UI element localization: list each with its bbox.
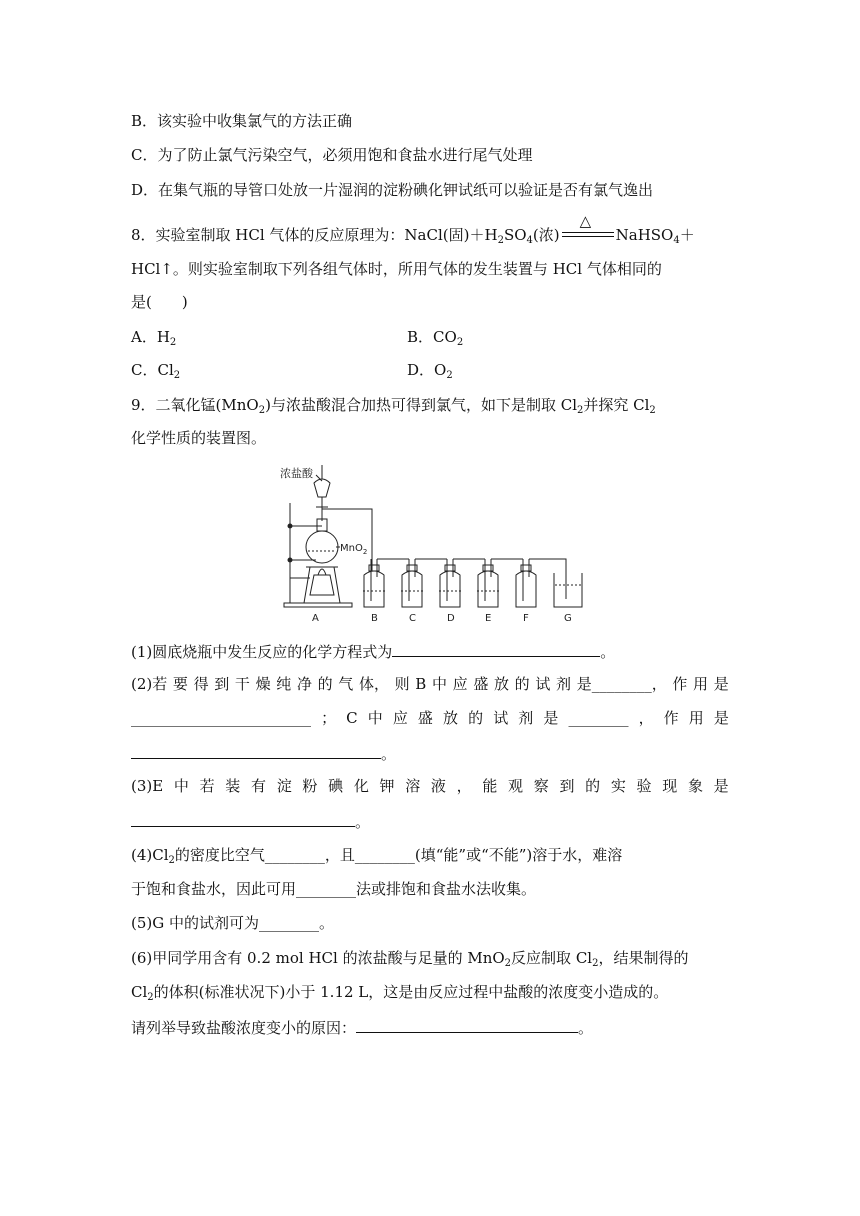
word: 钾 [379, 777, 395, 795]
word: C [346, 709, 358, 727]
q9-part6-line3: 请列举导致盐酸浓度变小的原因： 。 [131, 1016, 593, 1038]
reaction-heat-condition [560, 212, 616, 245]
word: 是 [713, 675, 729, 693]
word: 得 [193, 675, 209, 693]
q9-part5: (5)G 中的试剂可为________。 [131, 914, 334, 932]
word: 观 [508, 777, 524, 795]
bottle-label: C [409, 613, 416, 623]
q8-stem-line1: 8．实验室制取 HCl 气体的反应原理为：NaCl(固)$+H_2SO_4$(浓) △ NaHSO$_4$＋ [131, 212, 695, 246]
word: 溶 [405, 777, 421, 795]
word: 的 [585, 777, 601, 795]
q9-stem-line1: 9．二氧化锰(MnO$_2$)与浓盐酸混合加热可得到氯气，如下是制取 $Cl_2$并探究 $Cl_2$ [131, 396, 656, 416]
word: 液 [430, 777, 446, 795]
q8-options-row2 [131, 360, 453, 381]
separatory-funnel [314, 479, 330, 497]
answer-blank-2c[interactable] [131, 742, 381, 759]
q9-part4-line1: $(4)Cl_2$的密度比空气________，且________(填“能”或“不能”)溶于水，难溶 [131, 846, 623, 866]
word: 装 [225, 777, 241, 795]
round-bottom-flask [306, 531, 338, 563]
bottle-label: B [371, 613, 378, 623]
q7-option-c: C．为了防止氯气污染空气，必须用饱和食盐水进行尾气处理 [131, 146, 533, 164]
word: 用 [693, 675, 709, 693]
word: 用 [688, 709, 704, 727]
word: 作 [672, 675, 688, 693]
q9-part2-line1 [131, 674, 729, 694]
q9-stem-line2: 化学性质的装置图。 [131, 429, 267, 447]
gas-bottle [516, 571, 536, 607]
q9-part4-line2: 于饱和食盐水，因此可用________法或排饱和食盐水法收集。 [131, 880, 537, 898]
q8-option-a: A．$H_2$ [131, 328, 177, 348]
word: 作 [663, 709, 679, 727]
q9-part2-line2 [131, 708, 729, 728]
answer-blank-3[interactable] [131, 810, 355, 827]
q8-option-c: C．$Cl_2$ [131, 361, 181, 381]
word: 碘 [328, 777, 344, 795]
label-mno2: MnO$_2$ [340, 543, 368, 556]
word: 是 [713, 777, 729, 795]
q9-part3-line1 [131, 776, 729, 796]
word: 体， [358, 675, 389, 693]
word: 的 [468, 709, 484, 727]
word: 盛 [417, 709, 433, 727]
word: 放 [443, 709, 459, 727]
q9-part6-line2: $Cl_2$的体积(标准状况下)小于 1.12 L，这是由反应过程中盐酸的浓度变小造成的。 [131, 983, 669, 1003]
q8-stem-line2: HCl↑。则实验室制取下列各组气体时，所用气体的发生装置与 HCl 气体相同的 [131, 260, 662, 278]
word: 则 [394, 675, 410, 693]
word: 净 [296, 675, 312, 693]
q9-part6-line1: (6)甲同学用含有 0.2 mol HCl 的浓盐酸与足量的 MnO$_2$反应制取 $Cl_2$，结果制得的 [131, 949, 689, 969]
word: 验 [636, 777, 652, 795]
word: 能 [482, 777, 498, 795]
word: 盛 [473, 675, 489, 693]
word: 现 [662, 777, 678, 795]
word: 有 [251, 777, 267, 795]
word: 淀 [276, 777, 292, 795]
q9-part2-line3: 。 [131, 742, 396, 764]
word: 中 [173, 777, 189, 795]
answer-blank-6[interactable] [356, 1016, 578, 1033]
bottle-label: D [447, 613, 455, 623]
word: 剂 [556, 675, 572, 693]
heat-triangle-icon: △ [579, 212, 592, 230]
gas-bottle [402, 571, 422, 607]
stand-base [284, 603, 352, 607]
word: 化 [353, 777, 369, 795]
bottle-label: F [523, 613, 529, 623]
alcohol-lamp [310, 575, 334, 595]
word: 到 [559, 777, 575, 795]
q7-option-b: B．该实验中收集氯气的方法正确 [131, 112, 353, 130]
word: (2)若 [131, 675, 168, 693]
word: ________ [568, 709, 629, 727]
label-conc-hcl: 浓盐酸 [280, 467, 313, 480]
q8-options-row1 [131, 327, 464, 348]
word: 是 [713, 709, 729, 727]
word: 试 [535, 675, 551, 693]
word: 实 [610, 777, 626, 795]
word: 气 [338, 675, 354, 693]
q8-stem-line3: 是( ) [131, 293, 188, 311]
word: 是________， [576, 675, 667, 693]
word: 纯 [276, 675, 292, 693]
answer-blank-1[interactable] [392, 640, 600, 657]
word: 中 [431, 675, 447, 693]
bottle-label: E [485, 613, 492, 623]
word: 剂 [518, 709, 534, 727]
apparatus-diagram [276, 463, 596, 623]
word: 是 [543, 709, 559, 727]
q8-option-b: B．$CO_2$ [407, 328, 464, 348]
word: 要 [172, 675, 188, 693]
word: 应 [392, 709, 408, 727]
beaker [554, 573, 582, 607]
word: ， [456, 777, 472, 795]
word: 中 [367, 709, 383, 727]
word: ________________________ [131, 709, 311, 727]
word: 粉 [302, 777, 318, 795]
label-a: A [312, 613, 319, 623]
gas-bottle [364, 571, 384, 607]
word: 象 [687, 777, 703, 795]
word: 应 [452, 675, 468, 693]
q8-option-d: D．$O_2$ [407, 361, 453, 381]
q7-option-d: D．在集气瓶的导管口处放一片湿润的淀粉碘化钾试纸可以验证是否有氯气逸出 [131, 181, 654, 199]
word: 的 [317, 675, 333, 693]
word: (3)E [131, 777, 164, 795]
word: 察 [533, 777, 549, 795]
word: 放 [494, 675, 510, 693]
word: 干 [234, 675, 250, 693]
q9-part1: (1)圆底烧瓶中发生反应的化学方程式为 。 [131, 640, 615, 662]
bottle-label: G [564, 613, 572, 623]
word: 的 [514, 675, 530, 693]
word: 燥 [255, 675, 271, 693]
q9-part3-line2: 。 [131, 810, 370, 832]
word: ， [638, 709, 654, 727]
gas-bottle [478, 571, 498, 607]
word: 若 [199, 777, 215, 795]
word: B [415, 675, 427, 693]
gas-bottle [440, 571, 460, 607]
word: ； [321, 709, 337, 727]
word: 试 [493, 709, 509, 727]
word: 到 [214, 675, 230, 693]
